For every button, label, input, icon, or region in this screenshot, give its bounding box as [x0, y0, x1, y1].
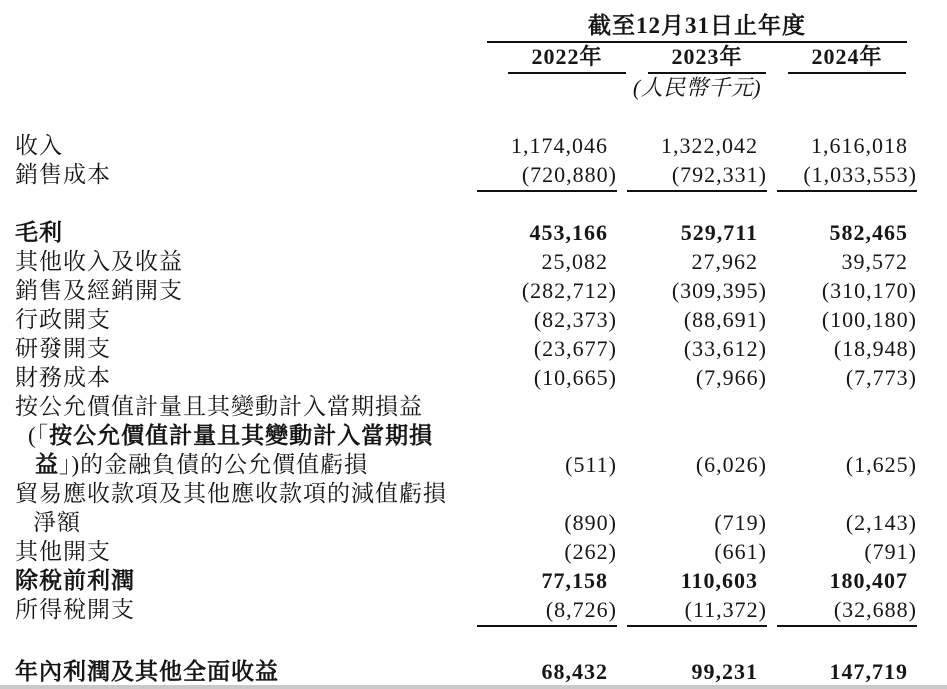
- value-2024: (1,625): [845, 452, 917, 477]
- value-2023: (88,691): [683, 307, 767, 332]
- row-label: 行政開支: [15, 307, 111, 332]
- row-label: 毛利: [15, 220, 63, 245]
- row-revenue: [15, 131, 917, 160]
- row-label: 收入: [15, 133, 63, 158]
- row-other-expenses: [15, 537, 917, 566]
- value-2024: (18,948): [833, 336, 917, 361]
- value-2023: (33,612): [683, 336, 767, 361]
- value-2023: (11,372): [627, 595, 767, 627]
- row-admin-expenses: [15, 305, 917, 334]
- value-2024: 39,572: [841, 249, 908, 274]
- fvtpl-label-line1: 按公允價值計量且其變動計入當期損益: [15, 394, 423, 419]
- value-2024: (310,170): [821, 278, 917, 303]
- row-rd-expenses: [15, 334, 917, 363]
- table-header-unit: [15, 74, 917, 101]
- row-label: [15, 392, 467, 479]
- row-label: [15, 479, 467, 537]
- row-other-income: [15, 247, 917, 276]
- currency-unit-note: (人民幣千元): [632, 75, 762, 100]
- value-2022: (10,665): [533, 365, 617, 390]
- table-header-years: [15, 43, 917, 74]
- row-label: 研發開支: [15, 336, 111, 361]
- value-2024: 147,719: [777, 657, 917, 689]
- row-income-tax: [15, 595, 917, 627]
- value-2022: (511): [565, 452, 617, 477]
- row-label: 年內利潤及其他全面收益: [15, 659, 279, 684]
- value-2023: (661): [714, 539, 767, 564]
- page-bottom-edge: [0, 685, 947, 689]
- value-2023: 1,322,042: [661, 133, 758, 158]
- value-2023: (792,331): [627, 160, 767, 192]
- value-2023: (6,026): [695, 452, 767, 477]
- value-2023: 27,962: [691, 249, 758, 274]
- value-2022: 453,166: [529, 220, 608, 245]
- impairment-label-line1: 貿易應收款項及其他應收款項的減值虧損: [15, 481, 447, 506]
- value-2024: (791): [864, 539, 917, 564]
- value-2022: (890): [564, 510, 617, 535]
- row-selling-expenses: [15, 276, 917, 305]
- value-2022: 25,082: [541, 249, 608, 274]
- row-finance-costs: [15, 363, 917, 392]
- row-gross-profit: [15, 218, 917, 247]
- value-2024: (1,033,553): [777, 160, 917, 192]
- year-column-2023: 2023年: [648, 43, 766, 74]
- value-2022: (8,726): [477, 595, 617, 627]
- value-2022: 68,432: [477, 657, 617, 689]
- vertical-spacer: [15, 627, 917, 657]
- vertical-spacer: [15, 101, 917, 131]
- value-2024: (32,688): [777, 595, 917, 627]
- value-2022: 1,174,046: [511, 133, 608, 158]
- impairment-label-line2: 淨額: [33, 510, 81, 535]
- row-label: 銷售及經銷開支: [15, 278, 183, 303]
- value-2023: 99,231: [627, 657, 767, 689]
- year-column-2022: 2022年: [508, 43, 626, 74]
- value-2024: 180,407: [829, 568, 908, 593]
- row-impairment-losses: [15, 479, 917, 537]
- value-2022: 77,158: [541, 568, 608, 593]
- value-2024: 582,465: [829, 220, 908, 245]
- value-2023: (7,966): [695, 365, 767, 390]
- table-header-period: [15, 12, 917, 43]
- value-2023: (309,395): [671, 278, 767, 303]
- value-2024: 1,616,018: [811, 133, 908, 158]
- value-2024: (7,773): [845, 365, 917, 390]
- row-label: 其他收入及收益: [15, 249, 183, 274]
- period-header: 截至12月31日止年度: [487, 12, 907, 43]
- vertical-spacer: [15, 192, 917, 218]
- value-2022: (282,712): [521, 278, 617, 303]
- value-2024: (2,143): [845, 510, 917, 535]
- value-2024: (100,180): [821, 307, 917, 332]
- value-2023: 529,711: [680, 220, 758, 245]
- row-label: 其他開支: [15, 539, 111, 564]
- value-2023: 110,603: [680, 568, 758, 593]
- row-cost-of-sales: [15, 160, 917, 192]
- row-label: 除稅前利潤: [15, 568, 135, 593]
- row-label: 銷售成本: [15, 162, 111, 187]
- value-2023: (719): [714, 510, 767, 535]
- value-2022: (23,677): [533, 336, 617, 361]
- row-label: 所得稅開支: [15, 597, 135, 622]
- value-2022: (82,373): [533, 307, 617, 332]
- row-fvtpl-losses: [15, 392, 917, 479]
- row-label: 財務成本: [15, 365, 111, 390]
- value-2022: (720,880): [477, 160, 617, 192]
- fvtpl-label-line3: 益」)的金融負債的公允價值虧損: [35, 452, 369, 477]
- value-2022: (262): [564, 539, 617, 564]
- year-column-2024: 2024年: [788, 43, 906, 74]
- fvtpl-label-line2: (「按公允價值計量且其變動計入當期損: [28, 423, 434, 448]
- row-profit-before-tax: [15, 566, 917, 595]
